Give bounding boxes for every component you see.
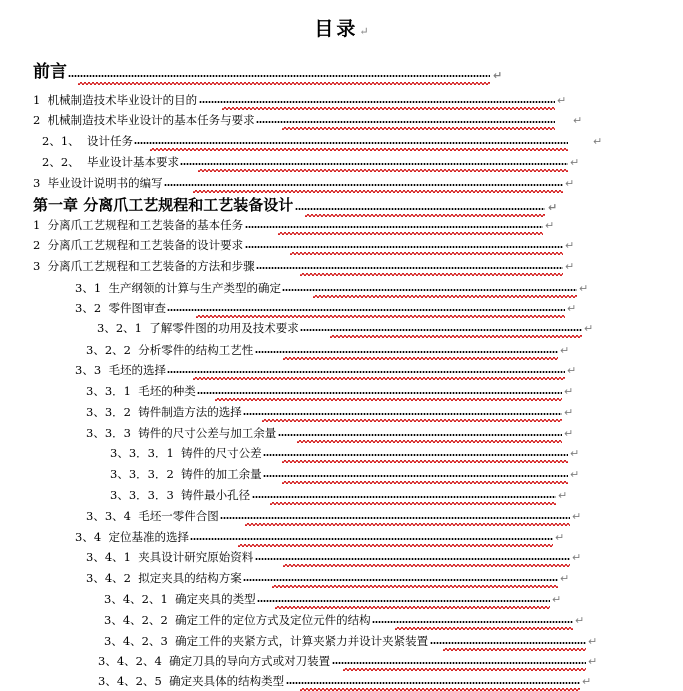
dot-leader	[164, 184, 563, 186]
toc-entry[interactable]	[42, 153, 584, 171]
toc-entry[interactable]	[33, 216, 559, 234]
toc-entry-label	[42, 153, 179, 171]
paragraph-mark-icon: ↵	[570, 156, 580, 169]
dot-leader	[256, 267, 563, 269]
spellcheck-underline	[193, 190, 563, 193]
toc-entry-text: 机械制造技术毕业设计的基本任务与要求	[47, 113, 255, 127]
paragraph-mark-icon: ↵	[555, 531, 565, 544]
toc-entry-text: 铸件的加工余量	[181, 467, 262, 481]
toc-entry-label	[75, 528, 189, 546]
toc-entry[interactable]	[86, 341, 574, 359]
toc-entry[interactable]	[75, 299, 581, 317]
spellcheck-underline	[282, 127, 555, 130]
toc-entry-text: 分离爪工艺规程和工艺装备的设计要求	[47, 238, 244, 252]
spellcheck-underline	[78, 82, 490, 85]
paragraph-mark-icon: ↵	[588, 655, 598, 668]
toc-entry-label	[75, 279, 281, 297]
toc-entry-text: 夹具设计研究原始资料	[138, 550, 254, 564]
toc-entry-number: 3、4、2、4	[98, 654, 162, 668]
toc-entry[interactable]	[97, 319, 598, 337]
toc-entry[interactable]	[33, 91, 571, 109]
toc-heading-entry[interactable]	[33, 60, 507, 84]
toc-entry[interactable]	[104, 611, 589, 629]
paragraph-mark-icon: ↵	[582, 675, 592, 688]
toc-entry-label	[86, 403, 242, 421]
dot-leader	[68, 75, 490, 77]
toc-entry[interactable]	[86, 548, 586, 566]
toc-entry[interactable]	[86, 569, 574, 587]
toc-entry-text: 毕业设计基本要求	[86, 155, 179, 169]
dot-leader	[295, 208, 545, 210]
spellcheck-underline	[272, 585, 558, 588]
toc-entry[interactable]	[86, 424, 578, 442]
toc-entry-number: 3、3	[75, 363, 102, 377]
paragraph-mark-icon: ↵	[552, 593, 562, 606]
paragraph-mark-icon: ↵	[575, 614, 585, 627]
toc-entry-label	[86, 507, 219, 525]
toc-entry-number: 3、3．3	[86, 426, 131, 440]
toc-entry[interactable]	[42, 132, 607, 150]
spellcheck-underline	[262, 419, 562, 422]
toc-entry-label	[33, 174, 163, 192]
spellcheck-underline	[330, 335, 582, 338]
spellcheck-underline	[297, 440, 562, 443]
spellcheck-underline	[300, 273, 563, 276]
toc-title-text: 目录	[314, 18, 359, 40]
toc-entry-label	[104, 632, 428, 650]
paragraph-mark-icon: ↵	[565, 239, 575, 252]
dot-leader	[278, 434, 562, 436]
dot-leader	[255, 351, 558, 353]
toc-entry[interactable]	[98, 652, 602, 670]
toc-entry-number: 3、3．3．2	[110, 467, 174, 481]
toc-entry-number: 3、4、2、1	[104, 592, 168, 606]
dot-leader	[197, 392, 562, 394]
toc-entry[interactable]	[110, 465, 584, 483]
spellcheck-underline	[196, 315, 565, 318]
toc-entry-label	[33, 216, 243, 234]
toc-entry[interactable]	[110, 486, 572, 504]
toc-entry-label	[33, 194, 293, 216]
toc-entry[interactable]	[33, 236, 579, 254]
toc-entry-text: 毛坯的选择	[108, 363, 166, 377]
paragraph-mark-icon: ↵	[359, 25, 369, 38]
toc-entry-number: 3、4	[75, 530, 102, 544]
paragraph-mark-icon: ↵	[570, 447, 580, 460]
paragraph-mark-icon: ↵	[564, 427, 574, 440]
toc-entry-label	[86, 341, 253, 359]
paragraph-mark-icon: ↵	[584, 322, 594, 335]
toc-entry-text: 毛坯一零件合图	[138, 509, 219, 523]
toc-entry-text: 确定夹具体的结构类型	[169, 674, 285, 688]
dot-leader	[243, 413, 562, 415]
toc-entry-text: 毛坯的种类	[138, 384, 196, 398]
toc-entry-number: 3、4、1	[86, 550, 131, 564]
toc-entry-number: 3、3．3．1	[110, 446, 174, 460]
spellcheck-underline	[193, 377, 565, 380]
paragraph-mark-icon: ↵	[565, 260, 575, 273]
spellcheck-underline	[270, 502, 556, 505]
spellcheck-underline	[282, 481, 568, 484]
spellcheck-underline	[290, 252, 563, 255]
spellcheck-underline	[395, 627, 573, 630]
dot-leader	[372, 621, 573, 623]
toc-entry-number: 3、4、2、2	[104, 613, 168, 627]
paragraph-mark-icon: ↵	[570, 468, 580, 481]
spellcheck-underline	[238, 544, 553, 547]
toc-entry-text: 铸件的尺寸公差	[181, 446, 262, 460]
toc-entry-text: 确定刀具的导向方式或对刀装置	[169, 654, 331, 668]
toc-entry[interactable]	[104, 632, 602, 650]
toc-entry-text: 零件图审查	[108, 301, 166, 315]
dot-leader	[255, 558, 570, 560]
toc-entry-number: 3	[33, 176, 41, 190]
toc-entry-label	[110, 486, 250, 504]
paragraph-mark-icon: ↵	[557, 94, 567, 107]
spellcheck-underline	[198, 169, 568, 172]
dot-leader	[167, 309, 565, 311]
toc-entry-label	[97, 319, 299, 337]
paragraph-mark-icon: ↵	[567, 302, 577, 315]
toc-entry-label	[110, 465, 262, 483]
toc-entry-text: 确定工件的定位方式及定位元件的结构	[175, 613, 371, 627]
spellcheck-underline	[215, 398, 562, 401]
toc-entry-label	[86, 424, 276, 442]
toc-entry-label	[86, 569, 242, 587]
toc-entry-text: 分析零件的结构工艺性	[138, 343, 254, 357]
paragraph-mark-icon: ↵	[564, 385, 574, 398]
dot-leader	[199, 101, 555, 103]
toc-entry-number: 1	[33, 218, 41, 232]
dot-leader	[263, 475, 568, 477]
paragraph-mark-icon: ↵	[579, 282, 589, 295]
toc-entry-text: 铸件的尺寸公差与加工余量	[138, 426, 277, 440]
toc-entry-label	[98, 652, 330, 670]
paragraph-mark-icon: ↵	[560, 344, 570, 357]
toc-entry[interactable]	[33, 111, 587, 129]
dot-leader	[245, 226, 543, 228]
spellcheck-underline	[275, 606, 550, 609]
toc-entry-number: 3、1	[75, 281, 102, 295]
paragraph-mark-icon: ↵	[572, 551, 582, 564]
toc-entry-number: 2、1、	[42, 134, 80, 148]
toc-chapter-entry[interactable]	[33, 194, 562, 216]
toc-entry-number: 2	[33, 238, 41, 252]
toc-entry-text: 铸件制造方法的选择	[138, 405, 242, 419]
toc-entry[interactable]	[75, 279, 593, 297]
toc-entry-text: 分离爪工艺规程和工艺装备的基本任务	[47, 218, 244, 232]
toc-entry-text: 分离爪工艺规程和工艺装备的方法和步骤	[47, 259, 255, 273]
toc-entry-label	[75, 361, 166, 379]
toc-entry-label	[33, 111, 255, 129]
toc-entry[interactable]	[75, 361, 581, 379]
toc-entry-text: 确定工件的夹紧方式，计算夹紧力并设计夹紧装置	[175, 634, 429, 648]
dot-leader	[220, 517, 570, 519]
toc-entry-number: 2、2、	[42, 155, 80, 169]
toc-entry-label	[98, 672, 284, 690]
spellcheck-underline	[443, 648, 586, 651]
paragraph-mark-icon: ↵	[548, 201, 558, 214]
toc-entry-text: 毕业设计说明书的编写	[47, 176, 163, 190]
paragraph-mark-icon: ↵	[567, 364, 577, 377]
toc-entry-number: 3、3．1	[86, 384, 131, 398]
toc-entry-label	[33, 257, 255, 275]
toc-entry-number: 3、4、2、3	[104, 634, 168, 648]
toc-entry-label	[104, 611, 371, 629]
dot-leader	[180, 163, 568, 165]
spellcheck-underline	[278, 232, 543, 235]
spellcheck-underline	[245, 523, 570, 526]
paragraph-mark-icon: ↵	[593, 135, 603, 148]
dot-leader	[190, 538, 553, 540]
paragraph-mark-icon: ↵	[564, 406, 574, 419]
toc-entry-text: 生产纲领的计算与生产类型的确定	[108, 281, 281, 295]
toc-entry-number: 3、3．2	[86, 405, 131, 419]
paragraph-mark-icon: ↵	[565, 177, 575, 190]
dot-leader	[430, 642, 586, 644]
toc-entry-number: 3、2、1	[97, 321, 142, 335]
dot-leader	[257, 600, 550, 602]
toc-entry-text: 拟定夹具的结构方案	[138, 571, 242, 585]
toc-entry-text: 了解零件图的功用及技术要求	[149, 321, 299, 335]
toc-entry-text: 机械制造技术毕业设计的目的	[47, 93, 198, 107]
toc-entry-number: 3、2、2	[86, 343, 131, 357]
toc-entry-number: 3、4、2、5	[98, 674, 162, 688]
paragraph-mark-icon: ↵	[493, 69, 503, 82]
toc-entry-label	[110, 444, 262, 462]
toc-entry-text: 定位基准的选择	[108, 530, 189, 544]
toc-entry-number: 3、4、2	[86, 571, 131, 585]
toc-title	[0, 14, 683, 41]
dot-leader	[263, 454, 568, 456]
paragraph-mark-icon: ↵	[588, 635, 598, 648]
dot-leader	[256, 121, 555, 123]
spellcheck-underline	[150, 148, 568, 151]
toc-entry-text: 前言	[33, 62, 67, 82]
toc-entry[interactable]	[33, 257, 579, 275]
spellcheck-underline	[343, 668, 586, 671]
toc-entry-label	[33, 236, 243, 254]
spellcheck-underline	[283, 564, 570, 567]
toc-entry-text: 确定夹具的类型	[175, 592, 256, 606]
paragraph-mark-icon: ↵	[560, 572, 570, 585]
paragraph-mark-icon: ↵	[545, 219, 555, 232]
toc-entry[interactable]	[104, 590, 566, 608]
dot-leader	[134, 142, 568, 144]
paragraph-mark-icon: ↵	[573, 114, 583, 127]
toc-entry-label	[86, 548, 253, 566]
toc-entry-text: 设计任务	[86, 134, 133, 148]
toc-entry[interactable]	[86, 403, 578, 421]
spellcheck-underline	[282, 460, 568, 463]
dot-leader	[167, 371, 565, 373]
dot-leader	[252, 496, 556, 498]
spellcheck-underline	[222, 107, 555, 110]
toc-entry[interactable]	[75, 528, 569, 546]
dot-leader	[286, 682, 580, 684]
toc-entry[interactable]	[33, 174, 579, 192]
toc-entry-number: 2	[33, 113, 41, 127]
toc-entry[interactable]	[98, 672, 596, 690]
paragraph-mark-icon: ↵	[558, 489, 568, 502]
toc-entry-number: 3	[33, 259, 41, 273]
toc-entry-text: 第一章 分离爪工艺规程和工艺装备设计	[33, 196, 294, 214]
toc-entry[interactable]	[86, 507, 586, 525]
toc-entry-number: 3、3、4	[86, 509, 131, 523]
toc-entry-number: 1	[33, 93, 41, 107]
toc-entry[interactable]	[86, 382, 578, 400]
dot-leader	[245, 246, 563, 248]
paragraph-mark-icon: ↵	[572, 510, 582, 523]
dot-leader	[282, 289, 577, 291]
toc-entry-label	[33, 91, 197, 109]
dot-leader	[300, 329, 582, 331]
toc-entry-label	[33, 60, 67, 84]
toc-entry-label	[75, 299, 166, 317]
spellcheck-underline	[313, 295, 577, 298]
dot-leader	[243, 579, 558, 581]
toc-entry-label	[86, 382, 196, 400]
toc-entry-number: 3、2	[75, 301, 102, 315]
toc-entry[interactable]	[110, 444, 584, 462]
toc-entry-number: 3、3．3．3	[110, 488, 174, 502]
toc-entry-text: 铸件最小孔径	[181, 488, 251, 502]
toc-entry-label	[104, 590, 256, 608]
toc-entry-label	[42, 132, 133, 150]
dot-leader	[332, 662, 586, 664]
spellcheck-underline	[283, 357, 558, 360]
